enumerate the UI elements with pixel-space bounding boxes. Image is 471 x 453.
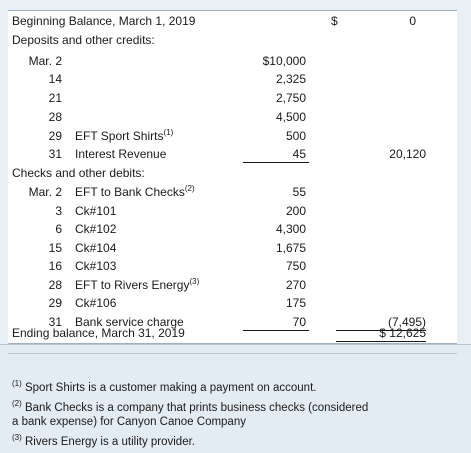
check-amount: 70 (292, 315, 306, 329)
ending-balance-value: $ 12,625 (379, 326, 426, 340)
check-description: Ck#104 (75, 241, 117, 255)
deposit-amount: 2,750 (275, 91, 306, 105)
check-description-text: EFT to Bank Checks (75, 185, 185, 199)
check-day: 16 (48, 259, 62, 273)
check-amount: 750 (285, 259, 306, 273)
deposit-amount: 45 (292, 147, 306, 161)
footnote-3 (12, 435, 195, 449)
check-day: 28 (48, 278, 62, 292)
deposit-day: 29 (48, 129, 62, 143)
deposit-day: 31 (48, 147, 62, 161)
check-description: Ck#103 (75, 259, 117, 273)
footnote-number: (1) (12, 379, 22, 389)
checks-subtotal-rule (243, 330, 309, 331)
check-amount: 55 (292, 185, 306, 199)
footnote-ref: (3) (189, 277, 200, 286)
check-day: 3 (55, 204, 62, 218)
check-day: 15 (48, 241, 62, 255)
check-description-text: EFT to Rivers Energy (75, 278, 190, 292)
deposit-day: 28 (48, 110, 62, 124)
check-amount: 1,675 (275, 241, 306, 255)
deposits-heading: Deposits and other credits: (12, 33, 155, 47)
check-day: 31 (48, 315, 62, 329)
deposit-description-text: EFT Sport Shirts (75, 129, 164, 143)
deposit-description (75, 129, 173, 143)
deposit-amount: 2,325 (275, 72, 306, 86)
ending-balance-label: Ending balance, March 31, 2019 (12, 326, 185, 340)
check-day: 6 (55, 222, 62, 236)
check-description: Ck#106 (75, 296, 117, 310)
footnote-number: (3) (12, 433, 22, 443)
footnote-text: Sport Shirts is a customer making a payment on account. (24, 382, 317, 394)
footnote-text: Bank Checks is a company that prints business checks (considered (24, 402, 369, 414)
footnote-ref: (1) (163, 128, 174, 137)
check-description: Ck#101 (75, 204, 117, 218)
check-amount: 200 (285, 204, 306, 218)
checks-total: (7,495) (387, 315, 426, 329)
beginning-balance-currency: $ (331, 14, 338, 28)
footnote-2-continued: a bank expense) for Canyon Canoe Company (12, 416, 246, 428)
ending-double-rule-top (336, 341, 426, 342)
deposit-description: Interest Revenue (75, 147, 167, 161)
check-description (75, 278, 199, 292)
footnote-1 (12, 381, 316, 395)
deposit-day: 14 (48, 72, 62, 86)
check-description: Ck#102 (75, 222, 117, 236)
checks-heading: Checks and other debits: (12, 166, 145, 180)
check-description (75, 185, 195, 199)
beginning-balance-label: Beginning Balance, March 1, 2019 (12, 14, 196, 28)
check-amount: 4,300 (275, 222, 306, 236)
footnotes-panel (0, 344, 471, 453)
check-day: Mar. 2 (28, 185, 62, 199)
footnote-number: (2) (12, 399, 22, 409)
footnotes-divider (8, 353, 457, 354)
deposits-subtotal-rule (243, 162, 309, 163)
check-day: 29 (48, 296, 62, 310)
deposit-day: 21 (48, 91, 62, 105)
footnote-ref: (2) (184, 184, 195, 193)
footnote-text: Rivers Energy is a utility provider. (24, 436, 195, 448)
beginning-balance-value: 0 (409, 14, 416, 28)
check-description: Bank service charge (75, 315, 184, 329)
deposit-amount: 4,500 (275, 110, 306, 124)
check-amount: 175 (285, 296, 306, 310)
deposit-day: Mar. 2 (28, 54, 62, 68)
deposits-total: 20,120 (389, 147, 426, 161)
check-amount: 270 (285, 278, 306, 292)
deposit-amount: 500 (285, 129, 306, 143)
footnote-2 (12, 401, 368, 415)
deposit-amount: $10,000 (262, 54, 306, 68)
